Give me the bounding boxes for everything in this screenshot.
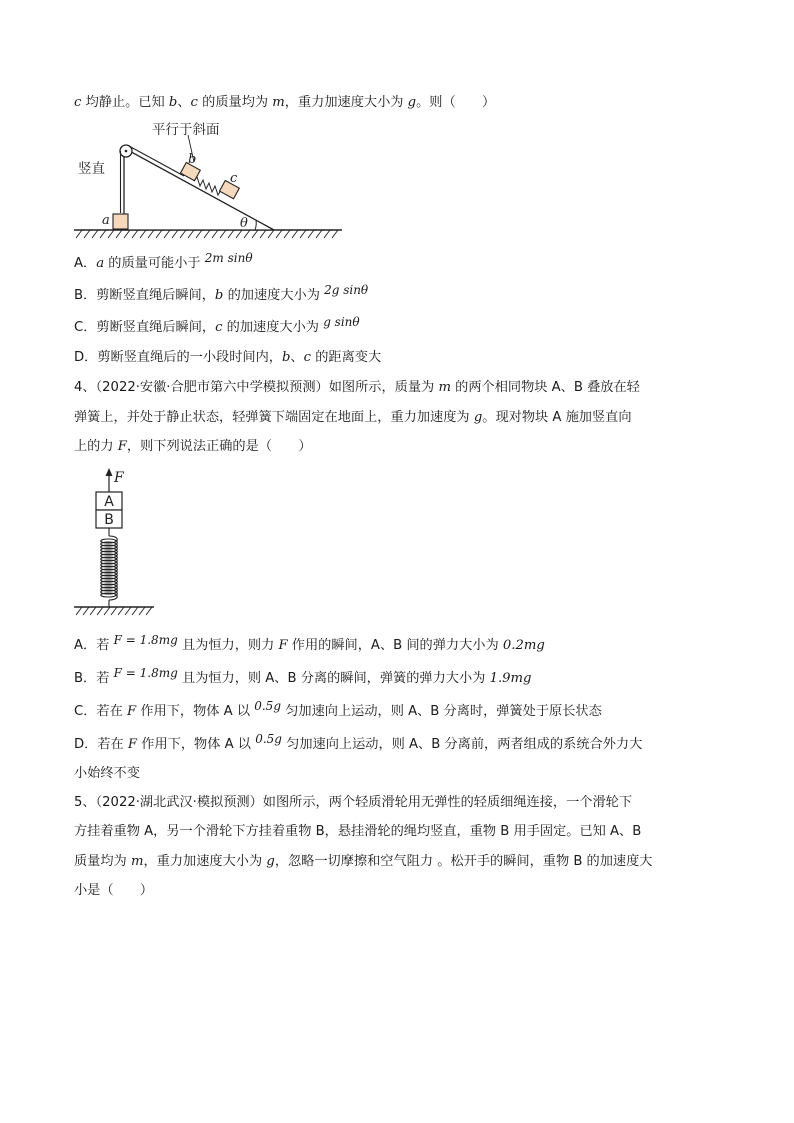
q5-stem-line1: 5、（2022·湖北武汉·模拟预测）如图所示，两个轻质滑轮用无弹性的轻质细绳连接，一个滑轮下 (74, 795, 633, 810)
q4-option-d: D．若在 F 作用下，物体 A 以 0.5g 匀加速向上运动，则 A、B 分离前，两者组成的系统合外力大 (74, 732, 643, 752)
label-parallel: 平行于斜面 (152, 122, 220, 138)
q5-stem-line3: 质量均为 m，重力加速度大小为 g，忽略一切摩擦和空气阻力 。松开手的瞬间，重物 B 的加速度大 (74, 854, 653, 869)
q4-stem-line2: 弹簧上，并处于静止状态，轻弹簧下端固定在地面上，重力加速度为 g。现对物块 A 施加竖直向 (74, 410, 632, 425)
incline-figure (70, 118, 350, 244)
q4-option-a: A．若 F = 1.8mg 且为恒力，则力 F 作用的瞬间，A、B 间的弹力大小为 0.2mg (74, 633, 545, 653)
q4-option-c: C．若在 F 作用下，物体 A 以 0.5g 匀加速向上运动，则 A、B 分离时，弹簧处于原长状态 (74, 699, 602, 719)
q4-option-b: B．若 F = 1.8mg 且为恒力，则 A、B 分离的瞬间，弹簧的弹力大小为 1.9mg (74, 666, 532, 686)
spring-ground-hatch (76, 607, 152, 615)
q3-option-c: C．剪断竖直绳后瞬间，c 的加速度大小为 g sinθ (74, 315, 360, 335)
label-B: B (104, 512, 114, 528)
q3-option-a: A．a 的质量可能小于 2m sinθ (74, 251, 253, 271)
q3-option-b: B．剪断竖直绳后瞬间，b 的加速度大小为 2g sinθ (74, 283, 369, 303)
q4-stem-line1: 4、（2022·安徽·合肥市第六中学模拟预测）如图所示，质量为 m 的两个相同物块 A、B 叠放在轻 (74, 380, 640, 395)
ground-hatch (76, 230, 338, 238)
label-b: b (188, 152, 197, 167)
q5-stem-line2: 方挂着重物 A，另一个滑轮下方挂着重物 B，悬挂滑轮的绳均竖直，重物 B 用手固定。已知 A、B (74, 824, 642, 839)
q5-stem-line4: 小是（ ） (74, 883, 154, 898)
spring-stack-figure (70, 466, 160, 622)
label-theta: θ (240, 216, 248, 231)
label-a: a (102, 213, 110, 228)
label-F: F (114, 470, 124, 486)
block-a (113, 214, 128, 229)
label-vertical: 竖直 (78, 161, 105, 177)
var-c: c (74, 95, 82, 110)
q4-option-d-cont: 小始终不变 (74, 766, 140, 781)
q3-option-d: D．剪断竖直绳后的一小段时间内，b、c 的距离变大 (74, 350, 382, 365)
force-arrowhead (106, 468, 113, 476)
q3-stem: c 均静止。已知 b、c 的质量均为 m，重力加速度大小为 g。则（ ） (74, 95, 496, 110)
label-c: c (230, 171, 238, 186)
incline-wedge (124, 148, 274, 230)
label-A: A (104, 494, 114, 510)
spring-coil (101, 536, 118, 600)
q4-stem-line3: 上的力 F，则下列说法正确的是（ ） (74, 439, 312, 454)
